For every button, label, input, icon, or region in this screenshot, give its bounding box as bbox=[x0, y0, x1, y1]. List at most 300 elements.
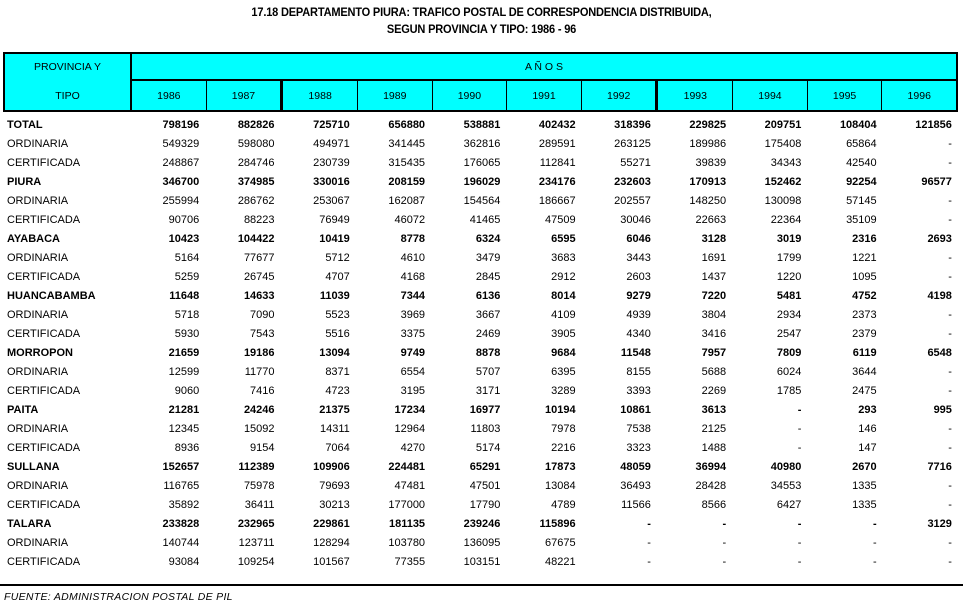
value-cell: - bbox=[948, 194, 952, 207]
value-cell: 3667 bbox=[475, 308, 501, 321]
value-cell: 232965 bbox=[237, 517, 275, 530]
table-header bbox=[3, 52, 958, 112]
value-cell: 121856 bbox=[915, 118, 952, 131]
value-cell: 8778 bbox=[400, 232, 426, 245]
value-cell: 2547 bbox=[776, 327, 802, 340]
value-cell: 7416 bbox=[250, 384, 275, 397]
value-cell: 65864 bbox=[846, 137, 877, 150]
value-cell: 9060 bbox=[174, 384, 200, 397]
value-cell: 248867 bbox=[162, 156, 200, 169]
value-cell: 330016 bbox=[313, 175, 350, 188]
value-cell: 123711 bbox=[238, 536, 275, 549]
value-cell: 3969 bbox=[400, 308, 426, 321]
table-row bbox=[3, 229, 958, 248]
value-cell: 5174 bbox=[475, 441, 501, 454]
value-cell: 6136 bbox=[475, 289, 501, 302]
value-cell: 176065 bbox=[463, 156, 501, 169]
row-label: ORDINARIA bbox=[7, 422, 69, 435]
value-cell: 101567 bbox=[313, 555, 350, 568]
value-cell: 92254 bbox=[846, 175, 877, 188]
value-cell: 1691 bbox=[701, 251, 727, 264]
value-cell: 2845 bbox=[475, 270, 501, 283]
value-cell: 34553 bbox=[770, 479, 802, 492]
header-provincia-label: PROVINCIA Y bbox=[34, 61, 101, 73]
value-cell: 6595 bbox=[551, 232, 576, 245]
value-cell: 3375 bbox=[400, 327, 426, 340]
value-cell: 6046 bbox=[626, 232, 651, 245]
table-row bbox=[3, 305, 958, 324]
value-cell: 41465 bbox=[469, 213, 501, 226]
table-title bbox=[0, 5, 963, 39]
value-cell: - bbox=[797, 403, 802, 416]
value-cell: 1095 bbox=[852, 270, 877, 283]
value-cell: - bbox=[647, 536, 651, 549]
value-cell: 75978 bbox=[243, 479, 275, 492]
table-body bbox=[3, 115, 958, 571]
value-cell: 17234 bbox=[394, 403, 426, 416]
value-cell: - bbox=[797, 441, 802, 454]
value-cell: 11566 bbox=[621, 498, 651, 511]
value-cell: 21281 bbox=[168, 403, 200, 416]
value-cell: 5707 bbox=[475, 365, 501, 378]
value-cell: 65291 bbox=[469, 460, 501, 473]
value-cell: - bbox=[948, 498, 952, 511]
value-cell: 2216 bbox=[551, 441, 576, 454]
value-cell: 656880 bbox=[388, 118, 426, 131]
value-cell: 7344 bbox=[400, 289, 426, 302]
title-line-1: 17.18 DEPARTAMENTO PIURA: TRAFICO POSTAL DE CORRESPONDENCIA DISTRIBUIDA, bbox=[251, 7, 712, 19]
value-cell: 3195 bbox=[400, 384, 426, 397]
value-cell: 47481 bbox=[394, 479, 426, 492]
value-cell: 48059 bbox=[620, 460, 651, 473]
value-cell: 7978 bbox=[551, 422, 576, 435]
value-cell: 8155 bbox=[626, 365, 651, 378]
value-cell: 175408 bbox=[764, 137, 802, 150]
value-cell: 76949 bbox=[319, 213, 350, 226]
value-cell: 1437 bbox=[701, 270, 727, 283]
anos-label: A Ñ O S bbox=[132, 54, 956, 81]
value-cell: 36493 bbox=[620, 479, 651, 492]
value-cell: 255994 bbox=[162, 194, 200, 207]
table-row bbox=[3, 324, 958, 343]
value-cell: 2934 bbox=[776, 308, 802, 321]
value-cell: 12345 bbox=[168, 422, 200, 435]
value-cell: 2125 bbox=[701, 422, 727, 435]
value-cell: 2475 bbox=[852, 384, 877, 397]
row-label: CERTIFICADA bbox=[7, 327, 81, 340]
value-cell: 4789 bbox=[551, 498, 576, 511]
value-cell: 224481 bbox=[388, 460, 426, 473]
value-cell: 2603 bbox=[626, 270, 651, 283]
year-header-1993: 1993 bbox=[658, 81, 733, 110]
years-row bbox=[132, 81, 956, 110]
value-cell: 209751 bbox=[764, 118, 802, 131]
value-cell: - bbox=[872, 536, 877, 549]
row-label: ORDINARIA bbox=[7, 479, 69, 492]
year-header-1989: 1989 bbox=[358, 81, 433, 110]
row-label: ORDINARIA bbox=[7, 251, 69, 264]
value-cell: 9684 bbox=[551, 346, 576, 359]
value-cell: 46072 bbox=[394, 213, 426, 226]
value-cell: 3171 bbox=[475, 384, 501, 397]
table-row bbox=[3, 153, 958, 172]
value-cell: 22663 bbox=[695, 213, 727, 226]
value-cell: 5481 bbox=[776, 289, 802, 302]
value-cell: 8936 bbox=[174, 441, 200, 454]
value-cell: 374985 bbox=[237, 175, 275, 188]
table-row bbox=[3, 343, 958, 362]
value-cell: - bbox=[948, 441, 952, 454]
value-cell: 3129 bbox=[927, 517, 952, 530]
value-cell: - bbox=[948, 137, 952, 150]
value-cell: 3393 bbox=[626, 384, 651, 397]
value-cell: 202557 bbox=[614, 194, 651, 207]
value-cell: 13084 bbox=[545, 479, 576, 492]
value-cell: - bbox=[948, 156, 952, 169]
value-cell: 5718 bbox=[174, 308, 200, 321]
value-cell: 103151 bbox=[463, 555, 501, 568]
value-cell: 40980 bbox=[770, 460, 802, 473]
value-cell: - bbox=[948, 270, 952, 283]
row-label: ORDINARIA bbox=[7, 137, 69, 150]
value-cell: 152657 bbox=[162, 460, 200, 473]
value-cell: 47509 bbox=[545, 213, 576, 226]
value-cell: 229825 bbox=[689, 118, 727, 131]
value-cell: - bbox=[647, 517, 651, 530]
value-cell: 4168 bbox=[400, 270, 426, 283]
value-cell: 14633 bbox=[243, 289, 275, 302]
value-cell: 128294 bbox=[313, 536, 350, 549]
value-cell: 24246 bbox=[243, 403, 275, 416]
value-cell: 22364 bbox=[770, 213, 802, 226]
value-cell: - bbox=[647, 555, 651, 568]
year-header-1992: 1992 bbox=[582, 81, 659, 110]
year-header-1990: 1990 bbox=[433, 81, 508, 110]
row-label: CERTIFICADA bbox=[7, 555, 81, 568]
value-cell: - bbox=[948, 327, 952, 340]
value-cell: 177000 bbox=[388, 498, 426, 511]
value-cell: 538881 bbox=[463, 118, 501, 131]
value-cell: 35109 bbox=[846, 213, 877, 226]
table-row bbox=[3, 495, 958, 514]
value-cell: 162087 bbox=[388, 194, 426, 207]
value-cell: 8566 bbox=[701, 498, 727, 511]
value-cell: - bbox=[948, 384, 952, 397]
value-cell: 12599 bbox=[168, 365, 200, 378]
year-header-1991: 1991 bbox=[507, 81, 582, 110]
year-header-1988: 1988 bbox=[283, 81, 358, 110]
table-row bbox=[3, 514, 958, 533]
value-cell: 6554 bbox=[400, 365, 426, 378]
table-row bbox=[3, 115, 958, 134]
year-header-1986: 1986 bbox=[132, 81, 207, 110]
row-label: CERTIFICADA bbox=[7, 156, 81, 169]
value-cell: 47501 bbox=[469, 479, 501, 492]
value-cell: 7090 bbox=[250, 308, 275, 321]
value-cell: 549329 bbox=[162, 137, 200, 150]
value-cell: 11803 bbox=[470, 422, 501, 435]
value-cell: - bbox=[948, 365, 952, 378]
value-cell: 11548 bbox=[620, 346, 651, 359]
row-label: CERTIFICADA bbox=[7, 384, 81, 397]
value-cell: 28428 bbox=[695, 479, 727, 492]
value-cell: 263125 bbox=[614, 137, 651, 150]
value-cell: 77677 bbox=[243, 251, 275, 264]
value-cell: 1785 bbox=[776, 384, 802, 397]
value-cell: 186667 bbox=[538, 194, 576, 207]
row-label: MORROPON bbox=[7, 346, 73, 359]
value-cell: 39839 bbox=[695, 156, 727, 169]
value-cell: 3323 bbox=[626, 441, 651, 454]
value-cell: 2316 bbox=[852, 232, 877, 245]
value-cell: 112389 bbox=[238, 460, 275, 473]
value-cell: 4723 bbox=[325, 384, 350, 397]
source-note: FUENTE: ADMINISTRACION POSTAL DE PIL bbox=[4, 591, 233, 603]
value-cell: 10194 bbox=[545, 403, 576, 416]
value-cell: 293 bbox=[858, 403, 877, 416]
row-label: ORDINARIA bbox=[7, 308, 69, 321]
value-cell: 147 bbox=[858, 441, 877, 454]
value-cell: 5164 bbox=[174, 251, 200, 264]
value-cell: - bbox=[797, 555, 802, 568]
value-cell: 88223 bbox=[243, 213, 275, 226]
value-cell: 10861 bbox=[620, 403, 651, 416]
value-cell: - bbox=[722, 517, 727, 530]
table-row bbox=[3, 438, 958, 457]
value-cell: 146 bbox=[858, 422, 877, 435]
value-cell: 3416 bbox=[701, 327, 727, 340]
value-cell: 36411 bbox=[244, 498, 275, 511]
value-cell: 13094 bbox=[319, 346, 350, 359]
value-cell: 5712 bbox=[325, 251, 350, 264]
value-cell: 36994 bbox=[695, 460, 727, 473]
value-cell: 6395 bbox=[551, 365, 576, 378]
row-label: CERTIFICADA bbox=[7, 441, 81, 454]
value-cell: 289591 bbox=[538, 137, 576, 150]
table-row bbox=[3, 552, 958, 571]
value-cell: 232603 bbox=[614, 175, 651, 188]
value-cell: 154564 bbox=[463, 194, 501, 207]
value-cell: 17873 bbox=[545, 460, 576, 473]
table-row bbox=[3, 381, 958, 400]
row-label: ORDINARIA bbox=[7, 365, 69, 378]
year-header-1994: 1994 bbox=[733, 81, 808, 110]
value-cell: 3289 bbox=[551, 384, 576, 397]
value-cell: 725710 bbox=[313, 118, 350, 131]
value-cell: 1488 bbox=[701, 441, 727, 454]
value-cell: 12964 bbox=[394, 422, 426, 435]
table-row bbox=[3, 362, 958, 381]
value-cell: 2670 bbox=[852, 460, 877, 473]
value-cell: - bbox=[948, 479, 952, 492]
value-cell: 11039 bbox=[319, 289, 350, 302]
value-cell: 229861 bbox=[313, 517, 350, 530]
value-cell: 3905 bbox=[551, 327, 576, 340]
value-cell: - bbox=[722, 536, 727, 549]
value-cell: 7220 bbox=[701, 289, 727, 302]
value-cell: 77355 bbox=[394, 555, 426, 568]
value-cell: 6427 bbox=[776, 498, 802, 511]
year-header-1996: 1996 bbox=[907, 89, 931, 102]
value-cell: 170913 bbox=[689, 175, 727, 188]
value-cell: 21659 bbox=[168, 346, 200, 359]
table-row bbox=[3, 191, 958, 210]
value-cell: 96577 bbox=[921, 175, 952, 188]
value-cell: 109254 bbox=[237, 555, 275, 568]
value-cell: 19186 bbox=[243, 346, 275, 359]
table-row bbox=[3, 134, 958, 153]
row-label: CERTIFICADA bbox=[7, 270, 81, 283]
value-cell: - bbox=[797, 536, 802, 549]
value-cell: 4752 bbox=[852, 289, 877, 302]
value-cell: 9749 bbox=[400, 346, 426, 359]
value-cell: 30046 bbox=[620, 213, 651, 226]
value-cell: 208159 bbox=[388, 175, 426, 188]
value-cell: 284746 bbox=[237, 156, 275, 169]
value-cell: 116765 bbox=[163, 479, 200, 492]
value-cell: 3644 bbox=[852, 365, 877, 378]
value-cell: 3479 bbox=[475, 251, 501, 264]
value-cell: 67675 bbox=[545, 536, 576, 549]
value-cell: 152462 bbox=[764, 175, 802, 188]
table-row bbox=[3, 476, 958, 495]
row-label: ORDINARIA bbox=[7, 536, 69, 549]
value-cell: - bbox=[948, 536, 952, 549]
value-cell: 3613 bbox=[701, 403, 727, 416]
table-row bbox=[3, 267, 958, 286]
title-line-2: SEGUN PROVINCIA Y TIPO: 1986 - 96 bbox=[386, 24, 577, 36]
value-cell: 148250 bbox=[689, 194, 727, 207]
value-cell: 2912 bbox=[551, 270, 576, 283]
value-cell: 3019 bbox=[776, 232, 802, 245]
value-cell: 233828 bbox=[162, 517, 200, 530]
table-row bbox=[3, 210, 958, 229]
value-cell: 4340 bbox=[626, 327, 651, 340]
table-row bbox=[3, 248, 958, 267]
header-tipo-label: TIPO bbox=[55, 90, 80, 102]
value-cell: 8014 bbox=[551, 289, 576, 302]
value-cell: 55271 bbox=[620, 156, 651, 169]
value-cell: 79693 bbox=[319, 479, 350, 492]
value-cell: 1220 bbox=[776, 270, 802, 283]
value-cell: 34343 bbox=[770, 156, 802, 169]
value-cell: - bbox=[948, 422, 952, 435]
value-cell: 7543 bbox=[250, 327, 275, 340]
value-cell: 2469 bbox=[475, 327, 501, 340]
row-label: TALARA bbox=[7, 517, 52, 530]
value-cell: 115896 bbox=[539, 517, 576, 530]
value-cell: 3128 bbox=[701, 232, 727, 245]
value-cell: 90706 bbox=[168, 213, 200, 226]
value-cell: - bbox=[948, 308, 952, 321]
row-label: PIURA bbox=[7, 175, 42, 188]
value-cell: 196029 bbox=[463, 175, 501, 188]
value-cell: 7957 bbox=[701, 346, 727, 359]
value-cell: 346700 bbox=[162, 175, 200, 188]
table-row bbox=[3, 457, 958, 476]
row-label: SULLANA bbox=[7, 460, 60, 473]
value-cell: 11648 bbox=[169, 289, 200, 302]
value-cell: 5688 bbox=[701, 365, 727, 378]
value-cell: 7809 bbox=[776, 346, 802, 359]
value-cell: 7538 bbox=[626, 422, 651, 435]
row-label: HUANCABAMBA bbox=[7, 289, 96, 302]
value-cell: 5523 bbox=[325, 308, 350, 321]
value-cell: 11770 bbox=[244, 365, 275, 378]
value-cell: 4198 bbox=[927, 289, 952, 302]
table-row bbox=[3, 172, 958, 191]
value-cell: - bbox=[948, 251, 952, 264]
value-cell: 2373 bbox=[852, 308, 877, 321]
value-cell: 1221 bbox=[852, 251, 877, 264]
row-label: ORDINARIA bbox=[7, 194, 69, 207]
value-cell: 402432 bbox=[538, 118, 576, 131]
table-row bbox=[3, 286, 958, 305]
value-cell: 494971 bbox=[313, 137, 350, 150]
value-cell: 239246 bbox=[463, 517, 501, 530]
value-cell: 112841 bbox=[539, 156, 576, 169]
table-row bbox=[3, 533, 958, 552]
value-cell: 1335 bbox=[852, 498, 877, 511]
value-cell: 315435 bbox=[388, 156, 426, 169]
value-cell: 189986 bbox=[689, 137, 727, 150]
value-cell: - bbox=[948, 213, 952, 226]
value-cell: 30213 bbox=[319, 498, 350, 511]
year-header-1995: 1995 bbox=[808, 81, 883, 110]
table-row bbox=[3, 400, 958, 419]
value-cell: 93084 bbox=[168, 555, 200, 568]
header-provincia-tipo bbox=[5, 54, 132, 110]
value-cell: 5930 bbox=[174, 327, 200, 340]
value-cell: 10419 bbox=[319, 232, 350, 245]
row-label: TOTAL bbox=[7, 118, 43, 131]
row-label: AYABACA bbox=[7, 232, 60, 245]
value-cell: 234176 bbox=[538, 175, 576, 188]
value-cell: 2379 bbox=[852, 327, 877, 340]
value-cell: 3683 bbox=[551, 251, 576, 264]
value-cell: 882826 bbox=[237, 118, 275, 131]
table-row bbox=[3, 419, 958, 438]
value-cell: 318396 bbox=[614, 118, 651, 131]
value-cell: 10423 bbox=[168, 232, 200, 245]
value-cell: 136095 bbox=[463, 536, 501, 549]
bottom-rule bbox=[0, 584, 963, 586]
value-cell: 5516 bbox=[325, 327, 350, 340]
value-cell: - bbox=[722, 555, 727, 568]
row-label: CERTIFICADA bbox=[7, 498, 81, 511]
value-cell: 3443 bbox=[626, 251, 651, 264]
value-cell: 4707 bbox=[325, 270, 350, 283]
value-cell: 9279 bbox=[626, 289, 651, 302]
value-cell: 17790 bbox=[469, 498, 501, 511]
value-cell: 2693 bbox=[927, 232, 952, 245]
value-cell: - bbox=[872, 555, 877, 568]
value-cell: 15092 bbox=[243, 422, 275, 435]
value-cell: 16977 bbox=[469, 403, 501, 416]
value-cell: 3804 bbox=[701, 308, 727, 321]
value-cell: 8878 bbox=[475, 346, 501, 359]
value-cell: 14311 bbox=[320, 422, 350, 435]
value-cell: 42540 bbox=[846, 156, 877, 169]
value-cell: 253067 bbox=[313, 194, 350, 207]
row-label: PAITA bbox=[7, 403, 39, 416]
value-cell: 5259 bbox=[174, 270, 200, 283]
value-cell: 103780 bbox=[388, 536, 426, 549]
value-cell: 140744 bbox=[162, 536, 200, 549]
value-cell: 286762 bbox=[237, 194, 275, 207]
value-cell: 57145 bbox=[846, 194, 877, 207]
value-cell: 9154 bbox=[250, 441, 275, 454]
